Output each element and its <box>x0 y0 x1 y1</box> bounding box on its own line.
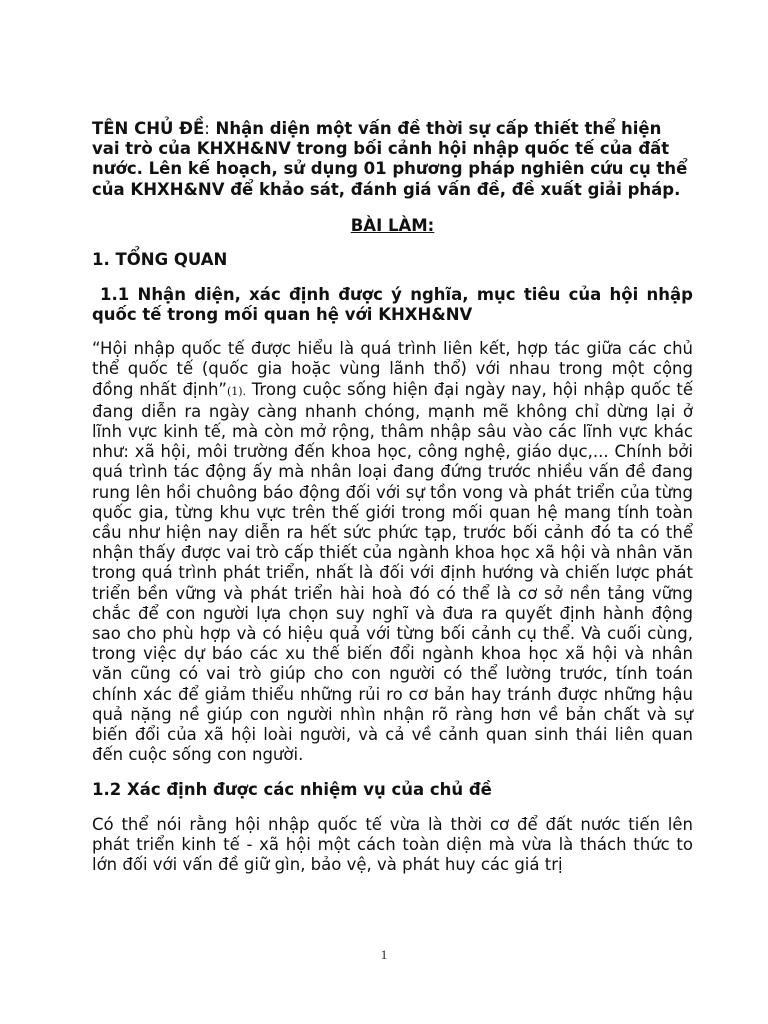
section-1-heading: 1. TỔNG QUAN <box>92 249 228 269</box>
paragraph-1-quote: “Hội nhập quốc tế được hiểu là quá trình liên kết, hợp tác giữa các chủ thể quốc tế (quốc gia hoặc vùng lãnh thổ) với nhau trong một cộng đồng nhất định” <box>92 339 693 399</box>
document-title <box>92 119 693 200</box>
title-label: TÊN CHỦ ĐỀ <box>92 119 205 138</box>
document-page <box>92 119 693 875</box>
title-text: Nhận diện một vấn đề thời sự cấp thiết thể hiện vai trò của KHXH&NV trong bối cảnh hội nhập quốc tế của đất nước. Lên kế hoạch, sử dụng 01 phương pháp nghiên cứu cụ thể của KHXH&NV để khảo sát, đánh giá vấn đề, đề xuất giải pháp. <box>92 119 688 199</box>
title-colon: : <box>204 119 210 138</box>
paragraph-2: Có thể nói rằng hội nhập quốc tế vừa là thời cơ để đất nước tiến lên phát triển kinh tế - xã hội một cách toàn diện mà vừa là thách thức to lớn đối với vấn đề giữ gìn, bảo vệ, và phát huy các giá trị <box>92 814 693 875</box>
footnote-reference[interactable]: (1). <box>226 384 247 398</box>
section-1-1-heading: 1.1 Nhận diện, xác định được ý nghĩa, mục tiêu của hội nhập quốc tế trong mối quan hệ với KHXH&NV <box>92 284 693 325</box>
page-number: 1 <box>380 947 388 962</box>
paragraph-1 <box>92 339 693 765</box>
section-1-2-heading: 1.2 Xác định được các nhiệm vụ của chủ đề <box>92 780 492 800</box>
paragraph-1-body: Trong cuộc sống hiện đại ngày nay, hội nhập quốc tế đang diễn ra ngày càng nhanh chóng, mạnh mẽ không chỉ dừng lại ở lĩnh vực kinh tế, mà còn mở rộng, thâm nhập sâu vào các lĩnh vực khác như: xã hội, môi trường đến khoa học, công nghệ, giáo dục,... Chính bởi quá trình tác động ấy mà nhân loại đang đứng trước nhiều vấn đề đang rung lên hồi chuông báo động đối với sự tồn vong và phát triển của từng quốc gia, từng khu vực trên thế giới trong mối quan hệ mang tính toàn cầu như hiện nay diễn ra hết sức phức tạp, trước bối cảnh đó ta có thể nhận thấy được vai trò cấp thiết của ngành khoa học xã hội và nhân văn trong quá trình phát triển, nhất là đối với định hướng và chiến lược phát triển bền vững và phát triển hài hoà đó có thể là cơ sở nền tảng vững chắc để con người lựa chọn suy nghĩ và đưa ra quyết định hành động sao cho phù hợp và có hiệu quả với từng bối cảnh cụ thể. Và cuối cùng, trong việc dự báo các xu thế biến đổi ngành khoa học xã hội và nhân văn cũng có vai trò giúp cho con người có thể lường trước, tính toán chính xác để giảm thiểu những rủi ro cơ bản hay tránh được những hậu quả nặng nề giúp con người nhìn nhận rõ ràng hơn về bản chất và sự biến đổi của xã hội loài người, và cả về cảnh quan sinh thái liên quan đến cuộc sống con người. <box>92 379 693 765</box>
bai-lam-heading: BÀI LÀM: <box>350 215 435 235</box>
